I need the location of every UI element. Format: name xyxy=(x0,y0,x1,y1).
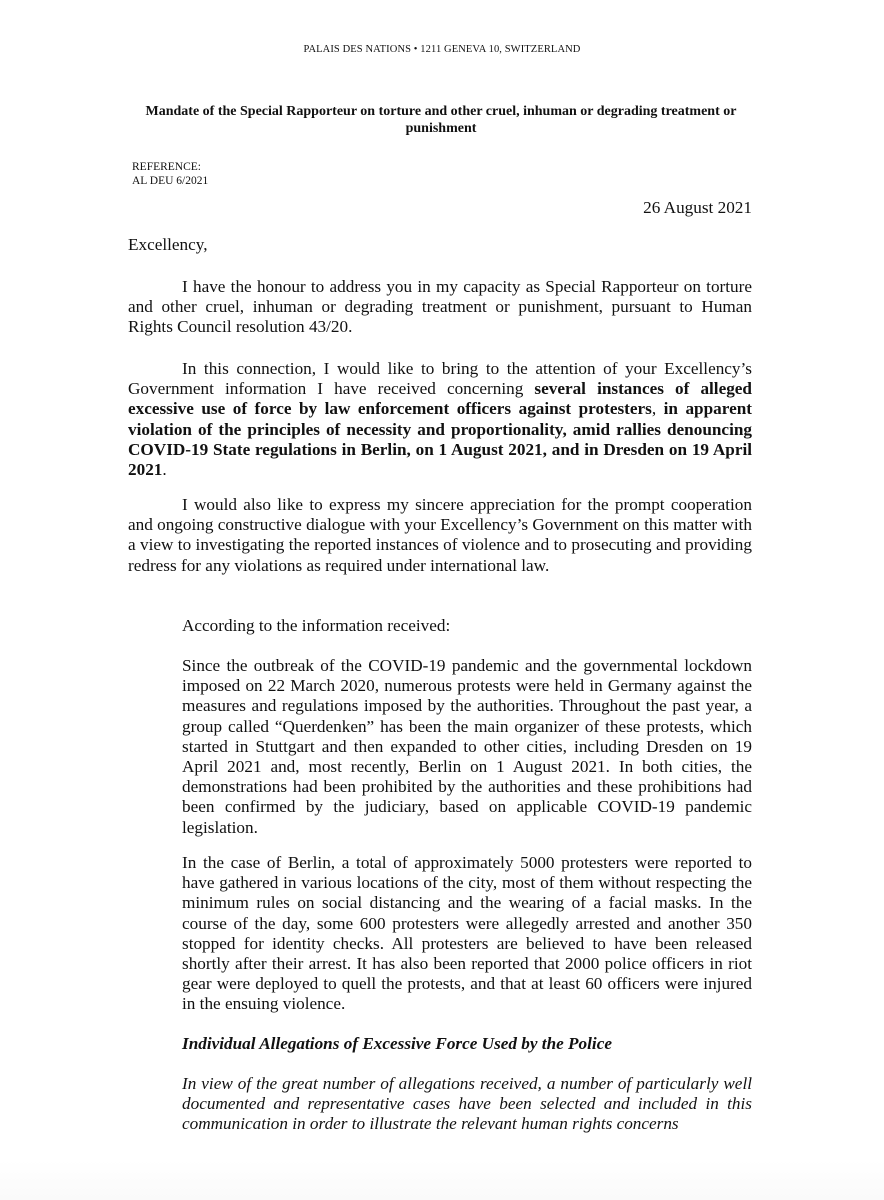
paragraph-connection-violation: in apparent violation of the principles of necessity and proportionality, amid rallies denouncing COVID-19 State regulations in Berlin, on 1 August 2021, and in Dresden on 19 April 2021 xyxy=(128,399,752,480)
mandate-title: Mandate of the Special Rapporteur on torture and other cruel, inhuman or degrading treatment or punishment xyxy=(145,104,737,136)
paragraph-mandate: I have the honour to address you in my capacity as Special Rapporteur on torture and other cruel, inhuman or degrading treatment or punishment, pursuant to Human Rights Council resolution 43/20. xyxy=(128,277,752,337)
reference-code: AL DEU 6/2021 xyxy=(132,175,209,187)
reference-block xyxy=(132,160,208,188)
paragraph-appreciation: I would also like to express my sincere appreciation for the prompt cooperation and ongoing constructive dialogue with your Excellency’s Government on this matter with a view to investigating the reported instances of violence and to prosecuting and providing redress for any violations as required under international law. xyxy=(128,495,752,575)
quote-paragraph-background: Since the outbreak of the COVID-19 pandemic and the governmental lockdown imposed on 22 March 2020, numerous protests were held in Germany against the measures and regulations imposed by the authorities. Throughout the past year, a group called “Querdenken” has been the main organizer of these protests, which started in Stuttgart and then expanded to other cities, including Dresden on 19 April 2021 and, most recently, Berlin on 1 August 2021. In both cities, the demonstrations had been prohibited by the authorities and these prohibitions had been confirmed by the judiciary, based on applicable COVID-19 pandemic legislation. xyxy=(182,656,752,837)
page-bottom-fade xyxy=(0,1160,884,1200)
quote-paragraph-allegations: In view of the great number of allegations received, a number of particularly well documented and representative cases have been selected and included in this communication in order to illustrate the relevant human rights concerns xyxy=(182,1074,752,1134)
paragraph-connection xyxy=(128,359,752,480)
quote-paragraph-berlin: In the case of Berlin, a total of approximately 5000 protesters were reported to have gathered in various locations of the city, most of them without respecting the minimum rules on social distancing and the wearing of a facial masks. In the course of the day, some 600 protesters were allegedly arrested and another 350 stopped for identity checks. All protesters are believed to have been released shortly after their arrest. It has also been reported that 2000 police officers in riot gear were deployed to quell the protests, and that at least 60 officers were injured in the ensuing violence. xyxy=(182,853,752,1014)
section-heading: Individual Allegations of Excessive Force Used by the Police xyxy=(182,1034,612,1053)
information-intro: According to the information received: xyxy=(182,616,451,635)
paragraph-connection-allegation: several instances of alleged excessive use of force by law enforcement officers against protesters xyxy=(128,379,752,419)
paragraph-connection-sep: , xyxy=(651,399,664,419)
salutation: Excellency, xyxy=(128,235,208,254)
header-address: PALAIS DES NATIONS • 1211 GENEVA 10, SWITZERLAND xyxy=(303,44,581,55)
paragraph-connection-end: . xyxy=(162,460,167,480)
reference-label: REFERENCE: xyxy=(132,161,202,173)
letter-date: 26 August 2021 xyxy=(643,198,752,217)
paragraph-connection-intro: In this connection, I would like to bring to the attention of your Excellency’s Government information I have received concerning xyxy=(128,359,752,399)
